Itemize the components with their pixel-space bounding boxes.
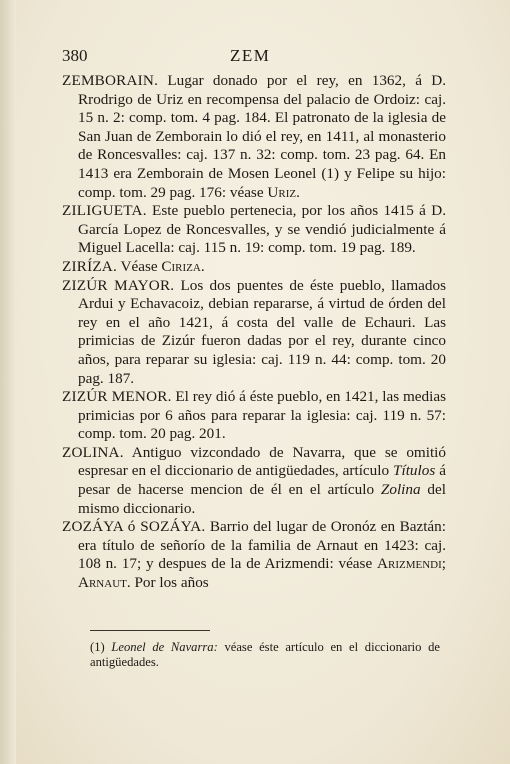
entry-zolina xyxy=(62,444,446,518)
entry-text: del mismo diccionario. xyxy=(78,481,446,517)
entry-text: Antiguo vizcondado de Navarra, que se omitió espresar en el diccionario de antigüedades, artículo xyxy=(78,443,446,480)
entry-text: ; xyxy=(441,555,446,573)
headword: ZIRÍZA. xyxy=(62,257,117,275)
cross-reference: Uriz xyxy=(267,183,297,201)
italic-reference: Títulos xyxy=(393,462,436,480)
entry-text: Barrio del lugar de Oronóz en Baztán: era título de señorío de la familia de Arnaut en 1423: caj. 108 n. 17; y despues de la de Arizmendi: véase xyxy=(78,518,446,573)
running-head: ZEM xyxy=(230,46,271,65)
italic-reference: Zolina xyxy=(380,481,421,499)
cross-reference: Arizmendi xyxy=(377,555,442,573)
headword: ZOZÁYA ó SOZÁYA. xyxy=(62,518,206,536)
entry-zizur-mayor xyxy=(62,277,446,389)
entry-zozaya xyxy=(62,518,446,592)
footnote-rule xyxy=(90,630,210,631)
page-gutter-shadow xyxy=(0,0,16,764)
entry-zilligueta xyxy=(62,202,446,258)
entry-text: Lugar donado por el rey, en 1362, á D. Rrodrigo de Uriz en recompensa del palacio de Ordoiz: caj. 15 n. 2: comp. tom. 4 pag. 184. El patronato de la iglesia de San Juan de Zemborain lo dió el rey, en 1411, al monasterio de Roncesvalles: caj. 137 n. 32: comp. tom. 23 pag. 64. En 1413 era Zemborain de Mosen Leonel (1) y Felipe su hijo: comp. tom. 29 pag. 176: véase xyxy=(78,72,446,201)
page-number: 380 xyxy=(62,46,88,65)
headword: ZIZÚR MAYOR. xyxy=(62,276,175,294)
entry-ziriza xyxy=(62,258,446,277)
headword: ZIZÚR MENOR. xyxy=(62,388,172,406)
headword: ZILIGUETA. xyxy=(62,202,147,220)
entry-text: Los dos puentes de éste pueblo, llamados Ardui y Echavacoiz, debian repararse, á virtud de órden del rey en el año 1421, á costa del valle de Echauri. Las primicias de Zizúr fueron dadas por el rey, durante cinco años, para reparar su iglesia: caj. 119 n. 44: comp. tom. 20 pag. 187. xyxy=(78,276,446,387)
headword: ZOLINA. xyxy=(62,443,124,461)
entry-text: á pesar de hacerse mencion de él en el artículo xyxy=(78,462,446,499)
entry-text: Este pueblo pertenecia, por los años 1415 á D. García Lopez de Roncesvalles, y se vendió judicialmente á Miguel Lacella: caj. 115 n. 19: comp. tom. 19 pag. 189. xyxy=(78,202,446,257)
headword: ZEMBORAIN. xyxy=(62,72,159,89)
entry-text: El rey dió á éste pueblo, en 1421, las medias primicias por 6 años para reparar la iglesia: caj. 119 n. 57: comp. tom. 20 pag. 201. xyxy=(78,388,446,443)
footnote xyxy=(90,640,440,670)
entry-text: . xyxy=(200,257,205,275)
entry-text: Véase xyxy=(116,257,162,275)
dictionary-body xyxy=(62,72,446,593)
footnote-marker: (1) xyxy=(90,640,105,654)
entry-text: . xyxy=(296,183,300,201)
entry-zizur-menor xyxy=(62,388,446,444)
entry-zemborain xyxy=(62,72,446,202)
entry-text: . Por los años xyxy=(126,574,209,592)
page-header xyxy=(62,46,452,70)
cross-reference: Ciriza xyxy=(161,257,201,275)
cross-reference: Arnaut xyxy=(78,574,127,592)
footnote-italic: Leonel de Navarra: xyxy=(111,640,218,654)
footnote-text: véase éste artículo en el diccionario de antigüedades. xyxy=(90,640,440,669)
